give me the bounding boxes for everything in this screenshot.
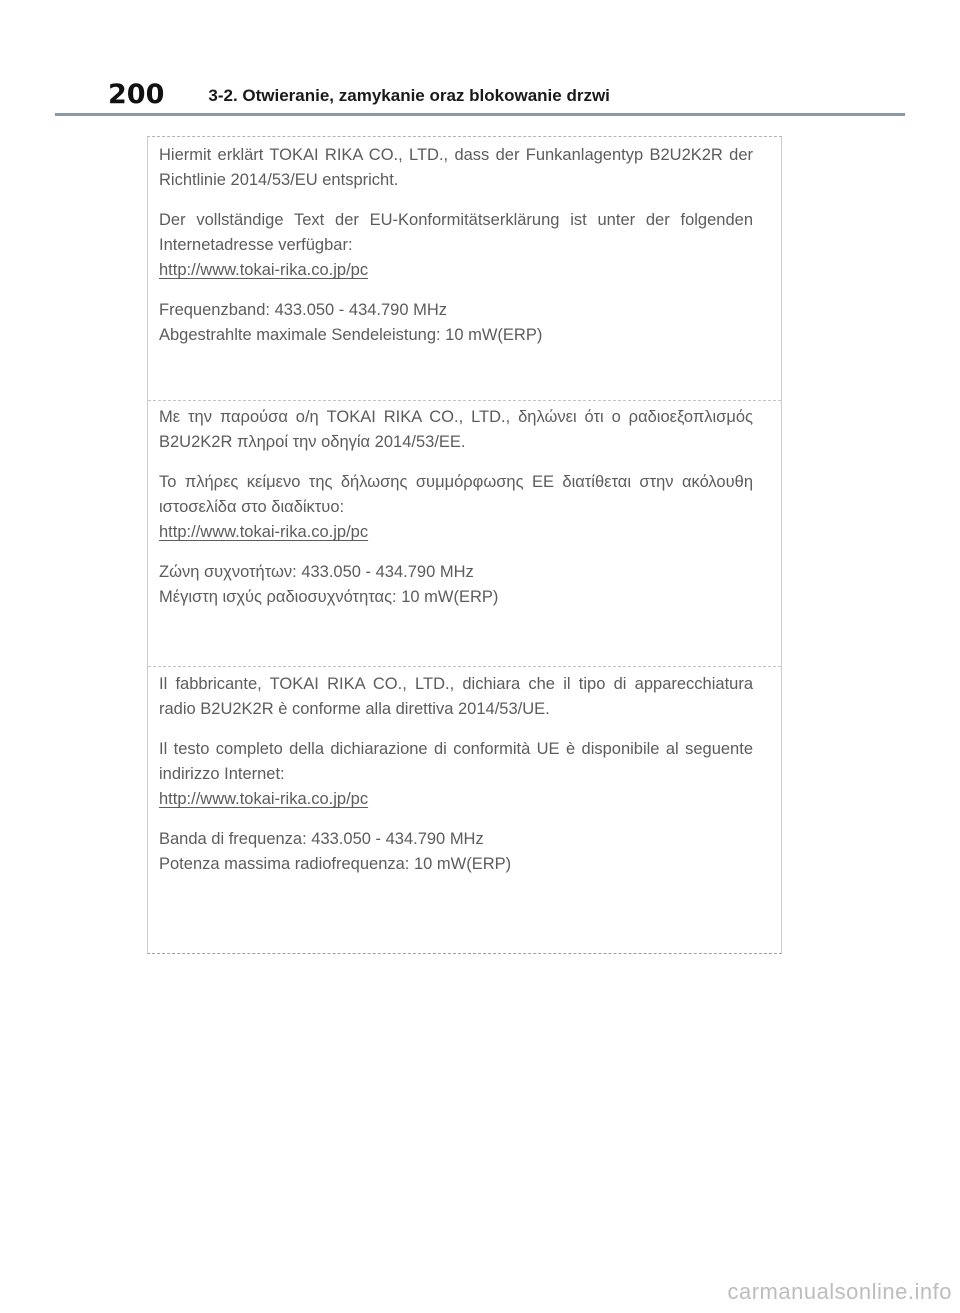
availability-text: Το πλήρες κείμενο της δήλωσης συμμόρφωσης ΕΕ διατίθεται στην ακόλουθη ιστοσελίδα στο διαδίκτυο:: [159, 473, 753, 516]
declaration-text: Με την παρούσα ο/η TOKAI RIKA CO., LTD., δηλώνει ότι ο ραδιοεξοπλισμός B2U2K2R πληροί την οδηγία 2014/53/ΕΕ.: [159, 408, 753, 451]
max-power-text: Μέγιστη ισχύς ραδιοσυχνότητας: 10 mW(ERP): [159, 588, 499, 606]
max-power-text: Abgestrahlte maximale Sendeleistung: 10 mW(ERP): [159, 326, 543, 344]
declaration-section-greek: [148, 400, 781, 666]
header-divider: [55, 113, 905, 116]
declaration-box: [147, 136, 782, 954]
declaration-section-german: [148, 137, 781, 400]
declaration-url-link[interactable]: http://www.tokai-rika.co.jp/pc: [159, 261, 369, 279]
declaration-url-link[interactable]: http://www.tokai-rika.co.jp/pc: [159, 790, 369, 808]
declaration-text: Hiermit erklärt TOKAI RIKA CO., LTD., dass der Funkanlagentyp B2U2K2R der Richtlinie 2014/53/EU entspricht.: [159, 146, 753, 189]
availability-text: Il testo completo della dichiarazione di conformità UE è disponibile al seguente indirizzo Internet:: [159, 740, 753, 783]
site-watermark: carmanualsonline.info: [727, 1279, 952, 1304]
frequency-band-text: Frequenzband: 433.050 - 434.790 MHz: [159, 301, 448, 319]
page-header: [108, 74, 610, 114]
chapter-title: 3-2. Otwieranie, zamykanie oraz blokowanie drzwi: [208, 86, 610, 105]
frequency-band-text: Banda di frequenza: 433.050 - 434.790 MHz: [159, 830, 484, 848]
availability-text: Der vollständige Text der EU-Konformitätserklärung ist unter der folgenden Internetadresse verfügbar:: [159, 211, 753, 254]
page-number: 200: [108, 78, 165, 110]
max-power-text: Potenza massima radiofrequenza: 10 mW(ERP): [159, 855, 512, 873]
declaration-text: Il fabbricante, TOKAI RIKA CO., LTD., dichiara che il tipo di apparecchiatura radio B2U2K2R è conforme alla direttiva 2014/53/UE.: [159, 675, 753, 718]
frequency-band-text: Ζώνη συχνοτήτων: 433.050 - 434.790 MHz: [159, 563, 474, 581]
declaration-url-link[interactable]: http://www.tokai-rika.co.jp/pc: [159, 523, 369, 541]
declaration-section-italian: [148, 666, 781, 953]
